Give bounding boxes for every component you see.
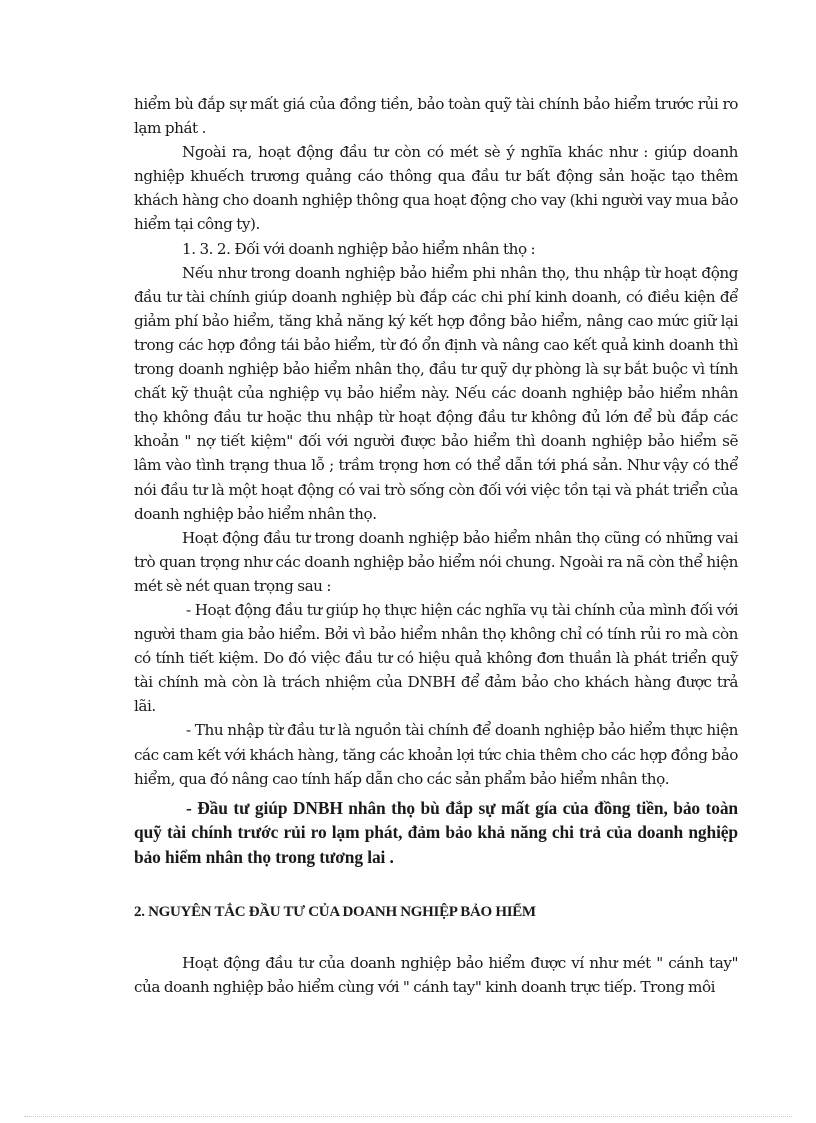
- bullet-investment-income: - Thu nhập từ đầu tư là nguồn tài chính để doanh nghiệp bảo hiểm thực hiện các cam kết với khách hàng, tăng các khoản lợi tức chia thêm cho các hợp đồng bảo hiểm, qua đó nâng cao tính hấp dẫn cho các sản phẩm bảo hiểm nhân thọ.: [134, 721, 738, 788]
- document-page: [134, 92, 738, 999]
- paragraph-other-meanings: Ngoài ra, hoạt động đầu tư còn có mét sè ý nghĩa khác như : giúp doanh nghiệp khuếch trương quảng cáo thông qua đầu tư bất động sản hoặc tạo thêm khách hàng cho doanh nghiệp thông qua hoạt động cho vay (khi người vay mua bảo hiểm tại công ty).: [134, 143, 738, 234]
- paragraph-life-insurance-roles: Hoạt động đầu tư trong doanh nghiệp bảo hiểm nhân thọ cũng có những vai trò quan trọng như các doanh nghiệp bảo hiểm nói chung. Ngoài ra nã còn thể hiện mét sè nét quan trọng sau :: [134, 528, 738, 595]
- subsection-heading-life-insurance: 1. 3. 2. Đối với doanh nghiệp bảo hiểm nhân thọ :: [182, 239, 536, 258]
- page-bottom-divider: [24, 1116, 792, 1117]
- bold-bullet-inflation: - Đầu tư giúp DNBH nhân thọ bù đắp sự mất gía của đồng tiền, bảo toàn quỹ tài chính trước rủi ro lạm phát, đảm bảo khả năng chi trả của doanh nghiệp bảo hiểm nhân thọ trong tương lai .: [134, 797, 738, 867]
- paragraph-continuation: hiểm bù đắp sự mất giá của đồng tiền, bảo toàn quỹ tài chính bảo hiểm trước rủi ro lạm phát .: [134, 95, 738, 138]
- bullet-financial-obligations: - Hoạt động đầu tư giúp họ thực hiện các nghĩa vụ tài chính của mình đối với người tham gia bảo hiểm. Bởi vì bảo hiểm nhân thọ không chỉ có tính rủi ro mà còn có tính tiết kiệm. Do đó việc đầu tư có hiệu quả không đơn thuần là phát triển quỹ tài chính mà còn là trách nhiệm của DNBH để đảm bảo cho khách hàng được trả lãi.: [134, 600, 738, 716]
- paragraph-non-life-comparison: Nếu như trong doanh nghiệp bảo hiểm phi nhân thọ, thu nhập từ hoạt động đầu tư tài chính giúp doanh nghiệp bù đắp các chi phí kinh doanh, có điều kiện để giảm phí bảo hiểm, tăng khả năng ký kết hợp đồng bảo hiểm, nâng cao mức giữ lại trong các hợp đồng tái bảo hiểm, từ đó ổn định và nâng cao kết quả kinh doanh thì trong doanh nghiệp bảo hiểm nhân thọ, đầu tư quỹ dự phòng là sự bắt buộc vì tính chất kỹ thuật của nghiệp vụ bảo hiểm này. Nếu các doanh nghiệp bảo hiểm nhân thọ không đầu tư hoặc thu nhập từ hoạt động đầu tư không đủ lớn để bù đắp các khoản " nợ tiết kiệm" đối với người được bảo hiểm thì doanh nghiệp bảo hiểm sẽ lâm vào tình trạng thua lỗ ; trầm trọng hơn có thể dẫn tới phá sản. Như vậy có thể nói đầu tư là một hoạt động có vai trò sống còn đối với việc tồn tại và phát triển của doanh nghiệp bảo hiểm nhân thọ.: [134, 263, 738, 523]
- paragraph-investment-arm: Hoạt động đầu tư của doanh nghiệp bảo hiểm được ví như mét " cánh tay" của doanh nghiệp bảo hiểm cùng với " cánh tay" kinh doanh trực tiếp. Trong môi: [134, 953, 738, 996]
- section-heading: 2. NGUYÊN TẮC ĐẦU TƯ CỦA DOANH NGHIỆP BẢO HIỂM: [134, 903, 536, 920]
